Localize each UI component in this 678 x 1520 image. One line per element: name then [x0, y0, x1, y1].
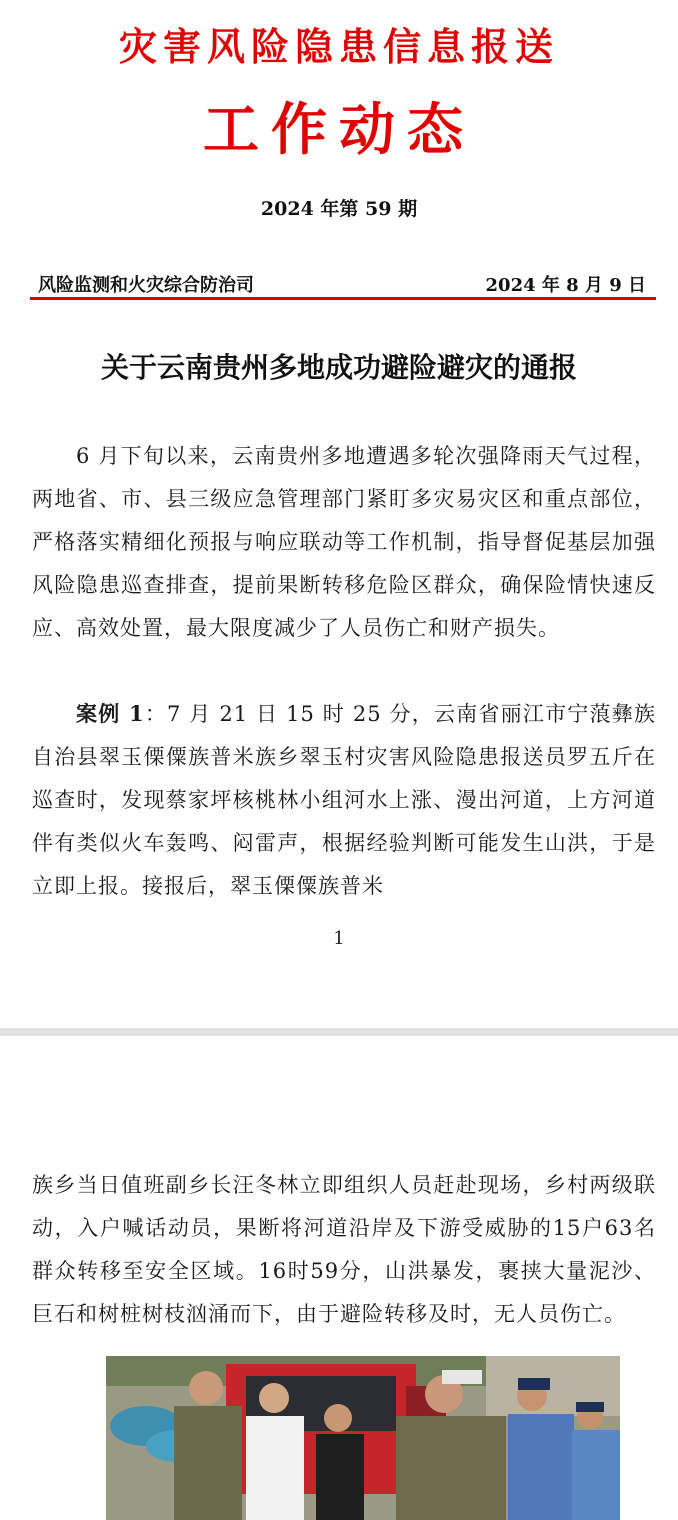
- paragraph-intro: 6 月下旬以来，云南贵州多地遭遇多轮次强降雨天气过程，两地省、市、县三级应急管理部门紧盯多灾易灾区和重点部位，严格落实精细化预报与响应联动等工作机制，指导督促基层加强风险隐患巡查排查，提前果断转移危险区群众，确保险情快速反应、高效处置，最大限度减少了人员伤亡和财产损失。: [32, 444, 656, 640]
- issue-date: 2024 年 8 月 9 日: [485, 275, 646, 296]
- article-title: 关于云南贵州多地成功避险避灾的通报: [100, 351, 577, 384]
- page-number: 1: [333, 928, 345, 949]
- case1-text-part1: ：7 月 21 日 15 时 25 分，云南省丽江市宁蒗彝族自治县翠玉傈僳族普米族乡翠玉村灾害风险隐患报送员罗五斤在巡查时，发现蔡家坪核桃林小组河水上涨、漫出河道，上方河道伴有类似火车轰鸣、闷雷声，根据经验判断可能发生山洪，于是立即上报。接报后，翠玉傈僳族普米: [32, 702, 656, 898]
- paragraph-case1: [32, 692, 656, 908]
- masthead-subtitle: 工作动态: [203, 97, 475, 163]
- issue-number: 2024 年第 59 期: [260, 198, 418, 220]
- page-separator: [0, 1028, 678, 1036]
- document-page-2: [0, 1036, 678, 1520]
- scene-photo: [106, 1356, 620, 1520]
- paragraph-case1-continued: 族乡当日值班副乡长汪冬林立即组织人员赶赴现场，乡村两级联动，入户喊话动员，果断将河道沿岸及下游受威胁的15户63名群众转移至安全区域。16时59分，山洪暴发，裹挟大量泥沙、巨石和树桩树枝汹涌而下，由于避险转移及时，无人员伤亡。: [32, 1173, 656, 1326]
- case-label: 案例 1: [76, 701, 145, 726]
- header-red-divider: [30, 297, 656, 300]
- issuing-department: 风险监测和火灾综合防治司: [38, 275, 254, 296]
- masthead-title: 灾害风险隐患信息报送: [118, 25, 559, 69]
